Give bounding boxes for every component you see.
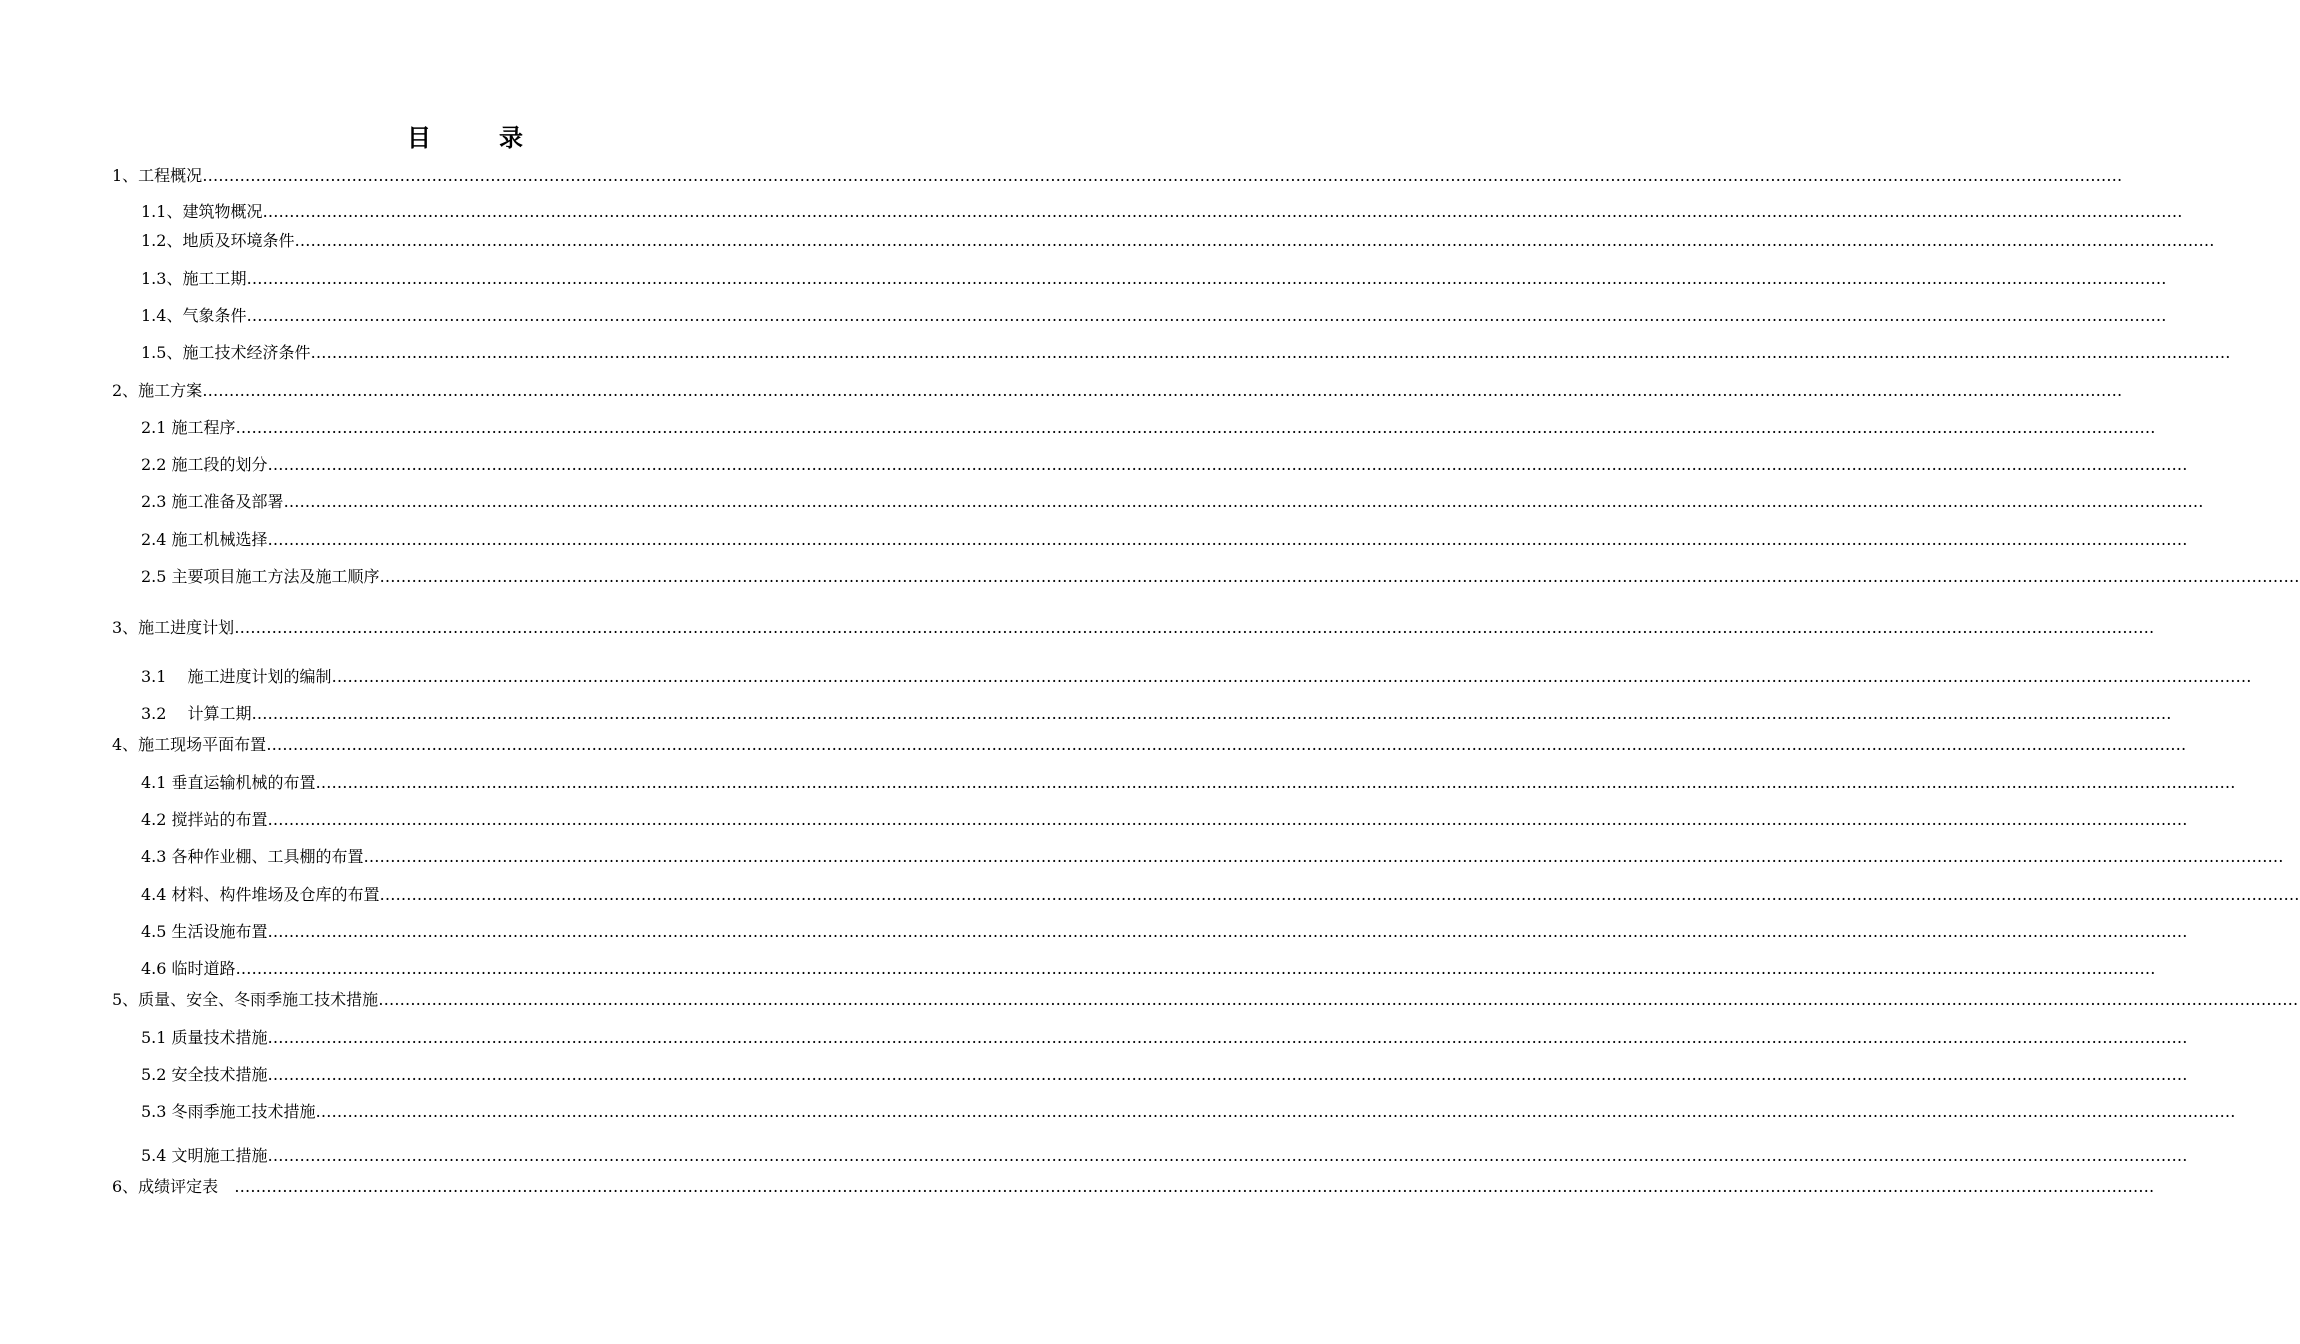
toc-entry-label: 3.1 施工进度计划的编制 [141, 667, 332, 686]
toc-leader-dots: ……………………………………………………………………………………………………………………………………………………………………………………………………………………………………………………………………………………………………………………………… [234, 1177, 2155, 1196]
toc-entry[interactable] [112, 734, 2187, 756]
toc-leader-dots: ……………………………………………………………………………………………………………………………………………………………………………………………………………………………………………………………………………………………………………………………… [202, 166, 2123, 185]
toc-entry[interactable] [112, 380, 2123, 402]
toc-entry[interactable] [112, 617, 2155, 639]
toc-entry-label: 1.4、气象条件 [141, 306, 247, 325]
toc-leader-dots: ……………………………………………………………………………………………………………………………………………………………………………………………………………………………………………………………………………………………………………………………… [202, 381, 2123, 400]
toc-leader-dots: ……………………………………………………………………………………………………………………………………………………………………………………………………………………………………………………………………………………………………………………………… [378, 990, 2299, 1009]
toc-entry[interactable] [141, 884, 2300, 906]
toc-entry-label: 2.3 施工准备及部署 [141, 492, 284, 511]
toc-entry[interactable] [141, 772, 2236, 794]
toc-entry[interactable] [141, 268, 2167, 290]
toc-leader-dots: ……………………………………………………………………………………………………………………………………………………………………………………………………………………………………………………………………………………………………………………………… [267, 1065, 2188, 1084]
toc-leader-dots: ……………………………………………………………………………………………………………………………………………………………………………………………………………………………………………………………………………………………………………………………… [331, 667, 2252, 686]
toc-leader-dots: ……………………………………………………………………………………………………………………………………………………………………………………………………………………………………………………………………………………………………………………………… [283, 492, 2204, 511]
toc-entry-label: 1、工程概况 [112, 166, 203, 185]
toc-entry[interactable] [141, 846, 2284, 868]
toc-leader-dots: ……………………………………………………………………………………………………………………………………………………………………………………………………………………………………………………………………………………………………………………………… [315, 773, 2236, 792]
toc-title-char-1: 目 [407, 124, 431, 152]
toc-entry-label: 5.3 冬雨季施工技术措施 [141, 1102, 316, 1121]
toc-entry[interactable] [141, 305, 2167, 327]
toc-leader-dots: ……………………………………………………………………………………………………………………………………………………………………………………………………………………………………………………………………………………………………………………………… [379, 567, 2300, 586]
toc-entry-label: 2.4 施工机械选择 [141, 530, 268, 549]
toc-leader-dots: ……………………………………………………………………………………………………………………………………………………………………………………………………………………………………………………………………………………………………………………………… [246, 269, 2167, 288]
toc-entry[interactable] [141, 1064, 2188, 1086]
toc-entry-label: 5.1 质量技术措施 [141, 1028, 268, 1047]
toc-entry[interactable] [141, 566, 2300, 588]
toc-entry-label: 4、施工现场平面布置 [112, 735, 267, 754]
toc-entry-label: 4.3 各种作业棚、工具棚的布置 [141, 847, 364, 866]
toc-entry[interactable] [141, 1145, 2188, 1167]
toc-entry[interactable] [141, 491, 2204, 513]
toc-leader-dots: ……………………………………………………………………………………………………………………………………………………………………………………………………………………………………………………………………………………………………………………………… [294, 231, 2215, 250]
toc-entry-label: 1.5、施工技术经济条件 [141, 343, 311, 362]
toc-entry-label: 1.3、施工工期 [141, 269, 247, 288]
toc-entry-label: 6、成绩评定表 [112, 1177, 235, 1196]
toc-entry-label: 4.4 材料、构件堆场及仓库的布置 [141, 885, 380, 904]
toc-entry-label: 4.1 垂直运输机械的布置 [141, 773, 316, 792]
toc-entry-label: 3、施工进度计划 [112, 618, 235, 637]
toc-leader-dots: ……………………………………………………………………………………………………………………………………………………………………………………………………………………………………………………………………………………………………………………………… [267, 1028, 2188, 1047]
toc-entry[interactable] [141, 809, 2188, 831]
toc-leader-dots: ……………………………………………………………………………………………………………………………………………………………………………………………………………………………………………………………………………………………………………………………… [235, 418, 2156, 437]
toc-leader-dots: ……………………………………………………………………………………………………………………………………………………………………………………………………………………………………………………………………………………………………………………………… [267, 922, 2188, 941]
toc-leader-dots: ……………………………………………………………………………………………………………………………………………………………………………………………………………………………………………………………………………………………………………………………… [251, 704, 2172, 723]
toc-leader-dots: ……………………………………………………………………………………………………………………………………………………………………………………………………………………………………………………………………………………………………………………………… [267, 455, 2188, 474]
toc-leader-dots: ……………………………………………………………………………………………………………………………………………………………………………………………………………………………………………………………………………………………………………………………… [315, 1102, 2236, 1121]
toc-entry[interactable] [112, 165, 2123, 187]
toc-entry-label: 2、施工方案 [112, 381, 203, 400]
toc-entry[interactable] [141, 417, 2156, 439]
toc-leader-dots: ……………………………………………………………………………………………………………………………………………………………………………………………………………………………………………………………………………………………………………………………… [234, 618, 2155, 637]
toc-entry[interactable] [141, 958, 2156, 980]
toc-leader-dots: ……………………………………………………………………………………………………………………………………………………………………………………………………………………………………………………………………………………………………………………………… [267, 810, 2188, 829]
toc-leader-dots: ……………………………………………………………………………………………………………………………………………………………………………………………………………………………………………………………………………………………………………………………… [310, 343, 2231, 362]
toc-entry[interactable] [112, 989, 2299, 1011]
toc-entry-label: 5、质量、安全、冬雨季施工技术措施 [112, 990, 379, 1009]
toc-title [0, 118, 930, 153]
toc-entry[interactable] [141, 921, 2188, 943]
toc-entry-label: 5.2 安全技术措施 [141, 1065, 268, 1084]
toc-entry[interactable] [141, 1101, 2236, 1123]
toc-entry[interactable] [141, 201, 2183, 223]
toc-title-char-2: 录 [499, 124, 523, 152]
toc-entry[interactable] [141, 342, 2231, 364]
toc-leader-dots: ……………………………………………………………………………………………………………………………………………………………………………………………………………………………………………………………………………………………………………………………… [235, 959, 2156, 978]
toc-leader-dots: ……………………………………………………………………………………………………………………………………………………………………………………………………………………………………………………………………………………………………………………………… [267, 530, 2188, 549]
toc-entry-label: 2.1 施工程序 [141, 418, 236, 437]
toc-entry[interactable] [141, 1027, 2188, 1049]
toc-entry[interactable] [141, 454, 2188, 476]
toc-leader-dots: ……………………………………………………………………………………………………………………………………………………………………………………………………………………………………………………………………………………………………………………………… [246, 306, 2167, 325]
toc-leader-dots: ……………………………………………………………………………………………………………………………………………………………………………………………………………………………………………………………………………………………………………………………… [266, 735, 2187, 754]
toc-leader-dots: ……………………………………………………………………………………………………………………………………………………………………………………………………………………………………………………………………………………………………………………………… [267, 1146, 2188, 1165]
toc-entry-label: 4.2 搅拌站的布置 [141, 810, 268, 829]
toc-entry-label: 4.6 临时道路 [141, 959, 236, 978]
toc-entry[interactable] [141, 666, 2252, 688]
toc-leader-dots: ……………………………………………………………………………………………………………………………………………………………………………………………………………………………………………………………………………………………………………………………… [262, 202, 2183, 221]
toc-entry-label: 1.1、建筑物概况 [141, 202, 263, 221]
toc-entry-label: 5.4 文明施工措施 [141, 1146, 268, 1165]
toc-entry[interactable] [112, 1176, 2155, 1198]
toc-entry-label: 1.2、地质及环境条件 [141, 231, 295, 250]
toc-entry[interactable] [141, 703, 2172, 725]
toc-entry-label: 3.2 计算工期 [141, 704, 252, 723]
toc-entry-label: 4.5 生活设施布置 [141, 922, 268, 941]
toc-leader-dots: ……………………………………………………………………………………………………………………………………………………………………………………………………………………………………………………………………………………………………………………………… [363, 847, 2284, 866]
toc-entry[interactable] [141, 230, 2215, 252]
toc-entry-label: 2.5 主要项目施工方法及施工顺序 [141, 567, 380, 586]
toc-entry-label: 2.2 施工段的划分 [141, 455, 268, 474]
toc-leader-dots: ……………………………………………………………………………………………………………………………………………………………………………………………………………………………………………………………………………………………………………………………… [379, 885, 2300, 904]
toc-entry[interactable] [141, 529, 2188, 551]
